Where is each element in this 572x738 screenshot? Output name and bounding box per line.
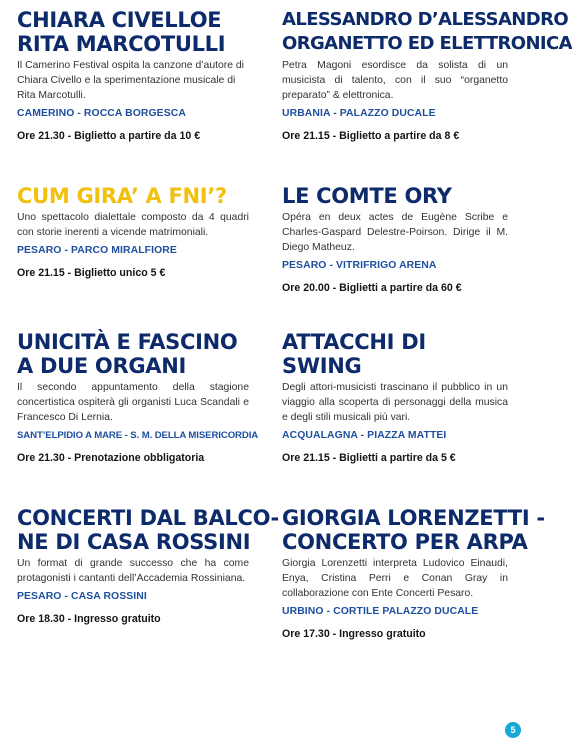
event-location: URBANIA - PALAZZO DUCALE: [282, 108, 436, 119]
event-time: Ore 21.30 - Biglietto a partire da 10 €: [17, 130, 201, 142]
event-title-line: LE COMTE ORY: [282, 184, 452, 208]
event-card: [282, 8, 572, 143]
event-card: [282, 506, 545, 641]
event-location: CAMERINO - ROCCA BORGESCA: [17, 108, 186, 119]
event-description: Petra Magoni esordisce da solista di un musicista di talento, con il suo “organetto preparato” & elettronica.: [282, 60, 508, 101]
event-location: PESARO - PARCO MIRALFIORE: [17, 245, 177, 256]
event-title: [17, 330, 249, 378]
event-time: Ore 20.00 - Biglietti a partire da 60 €: [282, 282, 462, 294]
event-description: Giorgia Lorenzetti interpreta Ludovico Einaudi, Enya, Cristina Perri e Conan Gray in collaborazione con Ente Concerti Pesaro.: [282, 558, 508, 599]
event-location: PESARO - CASA ROSSINI: [17, 591, 147, 602]
event-description: Degli attori-musicisti trascinano il pubblico in un viaggio alla scoperta di personaggi della musica e degli stili musicali più vari.: [282, 382, 508, 423]
event-description: Opéra en deux actes de Eugène Scribe e Charles-Gaspard Delestre-Poirson. Dirige il M. Diego Matheuz.: [282, 212, 508, 253]
event-title-line: CONCERTI DAL BALCO-: [17, 506, 279, 530]
event-time: Ore 21.15 - Biglietto unico 5 €: [17, 267, 166, 279]
event-card: [17, 330, 259, 465]
event-title-line: GIORGIA LORENZETTI -: [282, 506, 545, 530]
event-time: Ore 21.30 - Prenotazione obbligatoria: [17, 452, 205, 464]
event-title-line: CUM GIRA’ A FNI’?: [17, 184, 227, 208]
event-title: [17, 8, 249, 56]
event-title-line: SWING: [282, 354, 362, 378]
event-title-line: NE DI CASA ROSSINI: [17, 530, 251, 554]
event-title-line: ORGANETTO ED ELETTRONICA: [282, 33, 572, 54]
event-title-line: A DUE ORGANI: [17, 354, 187, 378]
event-title-line: ATTACCHI DI: [282, 330, 426, 354]
event-title: [282, 8, 572, 56]
event-time: Ore 21.15 - Biglietto a partire da 8 €: [282, 130, 460, 142]
event-time: Ore 18.30 - Ingresso gratuito: [17, 613, 161, 625]
event-title-line: CHIARA CIVELLOE: [17, 8, 222, 32]
event-title: [282, 330, 508, 378]
event-location: ACQUALAGNA - PIAZZA MATTEI: [282, 430, 447, 441]
event-location: PESARO - VITRIFRIGO ARENA: [282, 260, 437, 271]
event-card: [282, 330, 508, 465]
event-location: SANT’ELPIDIO A MARE - S. M. DELLA MISERICORDIA: [17, 430, 259, 441]
event-time: Ore 17.30 - Ingresso gratuito: [282, 628, 426, 640]
event-card: [282, 184, 508, 295]
event-card: [17, 506, 279, 626]
event-location: URBINO - CORTILE PALAZZO DUCALE: [282, 606, 479, 617]
event-description: Il Camerino Festival ospita la canzone d’autore di Chiara Civello e la sperimentazione musicale di Rita Marcotulli.: [17, 60, 244, 101]
event-description: Un format di grande successo che ha come protagonisti i cantanti dell’Accademia Rossiniana.: [17, 558, 249, 584]
event-title-line: RITA MARCOTULLI: [17, 32, 226, 56]
event-card: [17, 8, 249, 143]
event-card: [17, 184, 249, 280]
event-title: [282, 506, 545, 554]
event-title-line: ALESSANDRO D’ALESSANDRO: [282, 9, 569, 30]
page-number-badge: 5: [505, 722, 521, 738]
event-title-line: CONCERTO PER ARPA: [282, 530, 528, 554]
event-title: [17, 506, 279, 554]
event-title: [282, 184, 508, 208]
event-description: Il secondo appuntamento della stagione concertistica ospiterà gli organisti Luca Scandali e Francesco Di Lernia.: [17, 382, 249, 423]
event-time: Ore 21.15 - Biglietti a partire da 5 €: [282, 452, 456, 464]
event-description: Uno spettacolo dialettale composto da 4 quadri con storie inerenti a vicende matrimoniali.: [17, 212, 249, 238]
event-title: [17, 184, 249, 208]
event-title-line: UNICITÀ E FASCINO: [17, 330, 238, 354]
